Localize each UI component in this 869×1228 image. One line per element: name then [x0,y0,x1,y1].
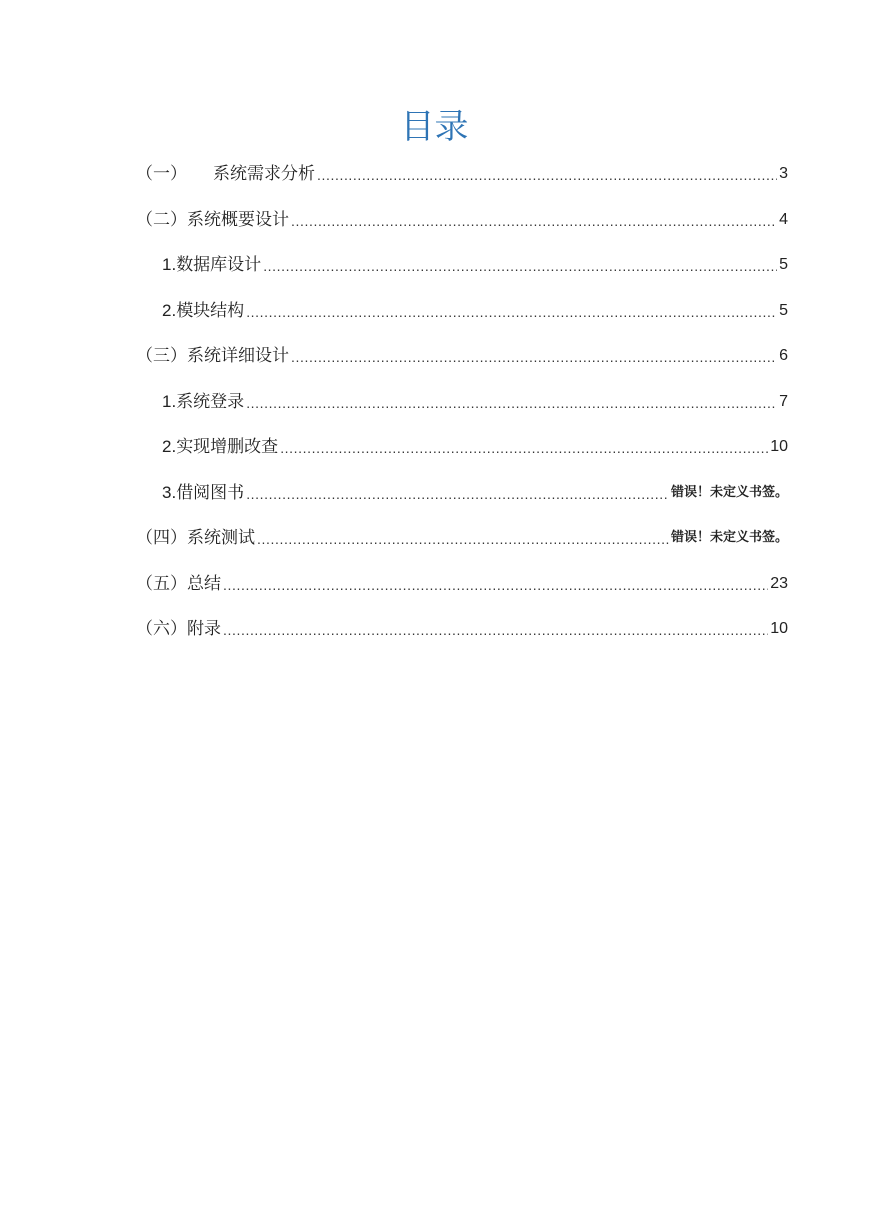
toc-dot-leader [223,619,768,641]
toc-page-error: 错误！未定义书签。 [670,485,788,500]
toc-dot-leader [223,574,768,596]
toc-entry-summary[interactable] [136,568,788,596]
toc-entry-label [162,435,278,459]
toc-entry-number: 2. [162,437,177,456]
toc-entry-crud[interactable] [162,431,788,459]
toc-entry-module-structure[interactable] [162,295,788,323]
toc-entry-title: 实现增删改查 [176,437,279,457]
toc-page-number: 3 [779,165,788,182]
toc-page-number: 23 [770,575,788,592]
toc-entry-label [162,481,244,505]
toc-dot-leader [246,301,777,323]
toc-dot-leader [291,210,777,232]
toc-entry-label [162,299,244,323]
toc-entry-title: 系统需求分析 [213,164,315,184]
toc-dot-leader [291,346,777,368]
toc-page-number: 10 [770,620,788,637]
toc-page-number: 6 [779,347,788,364]
toc-entry-label [136,162,315,186]
toc-entry-label [162,390,244,414]
toc-dot-leader [280,437,768,459]
toc-dot-leader [257,528,669,550]
toc-entry-requirements-analysis[interactable] [136,158,788,186]
toc-entry-prefix: （一） [136,164,187,184]
toc-dot-leader [246,392,777,414]
toc-page-number: 10 [770,438,788,455]
toc-page-number: 5 [779,256,788,273]
toc-entry-title: 借阅图书 [176,483,245,503]
toc-entry-label: （三）系统详细设计 [136,346,289,366]
toc-page-number: 5 [779,302,788,319]
toc-entry-number: 1. [162,392,177,411]
toc-entry-database-design[interactable] [162,249,788,277]
toc-entry-label: （六）附录 [136,619,221,639]
toc-entry-system-login[interactable] [162,386,788,414]
toc-entry-label: （四）系统测试 [136,528,255,548]
toc-dot-leader [246,483,669,505]
toc-entry-number: 1. [162,255,177,274]
toc-dot-leader [317,164,777,186]
toc-entry-system-testing[interactable] [136,522,788,550]
toc-page-number: 4 [779,211,788,228]
toc-entry-detailed-design[interactable] [136,340,788,368]
toc-entry-label [162,253,261,277]
toc-page-number: 7 [779,393,788,410]
toc-entry-label: （五）总结 [136,574,221,594]
toc-title: 目录 [400,107,469,147]
toc-entry-number: 3. [162,483,177,502]
toc-entry-label: （二）系统概要设计 [136,210,289,230]
toc-entry-title: 系统登录 [176,392,245,412]
toc-entry-borrow-books[interactable] [162,477,788,505]
toc-page-error: 错误！未定义书签。 [670,530,788,545]
toc-entry-title: 模块结构 [176,301,245,321]
toc-entry-number: 2. [162,301,177,320]
toc-entry-overview-design[interactable] [136,204,788,232]
toc-entry-title: 数据库设计 [176,255,262,275]
toc-dot-leader [263,255,777,277]
toc-entry-appendix[interactable] [136,613,788,641]
